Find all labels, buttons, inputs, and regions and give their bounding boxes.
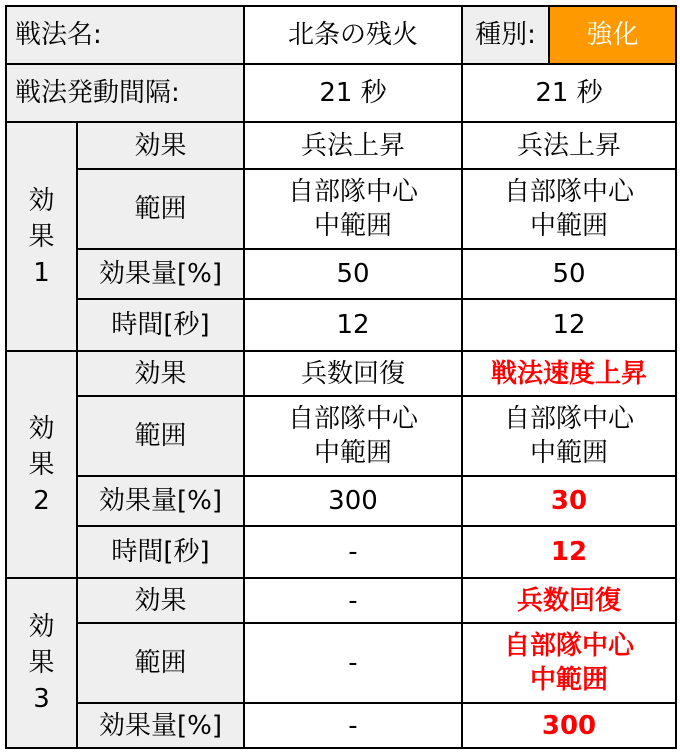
section-1-time-enhanced: 12 [462, 299, 676, 351]
effect-label: 効果 [77, 351, 244, 396]
header-row [6, 6, 676, 64]
section-2-time-base: - [244, 526, 462, 578]
skill-name-value: 北条の残火 [244, 6, 462, 64]
skill-name-label: 戦法名: [6, 6, 244, 64]
type-badge: 強化 [549, 6, 676, 64]
section-2-amount-row [6, 476, 676, 526]
amount-label: 効果量[%] [77, 249, 244, 299]
section-3-amount-row [6, 703, 676, 748]
time-label: 時間[秒] [77, 526, 244, 578]
range-label: 範囲 [77, 169, 244, 249]
amount-label: 効果量[%] [77, 703, 244, 748]
skill-table [5, 5, 677, 749]
section-3-range-base: - [244, 623, 462, 703]
section-3-effect-row [6, 578, 676, 623]
section-1-effect-base: 兵法上昇 [244, 122, 462, 169]
time-label: 時間[秒] [77, 299, 244, 351]
section-2-range-enhanced: 自部隊中心 中範囲 [462, 396, 676, 476]
section-1-amount-enhanced: 50 [462, 249, 676, 299]
section-2-amount-enhanced: 30 [462, 476, 676, 526]
section-1-effect-row [6, 122, 676, 169]
section-3-amount-base: - [244, 703, 462, 748]
effect-label: 効果 [77, 122, 244, 169]
section-2-label: 効 果 2 [6, 351, 77, 578]
section-2-time-enhanced: 12 [462, 526, 676, 578]
section-1-amount-base: 50 [244, 249, 462, 299]
section-1-range-base: 自部隊中心 中範囲 [244, 169, 462, 249]
section-2-effect-base: 兵数回復 [244, 351, 462, 396]
section-3-label: 効 果 3 [6, 578, 77, 748]
section-3-range-row [6, 623, 676, 703]
section-2-effect-enhanced: 戦法速度上昇 [462, 351, 676, 396]
section-1-range-row [6, 169, 676, 249]
interval-row [6, 64, 676, 122]
section-1-label: 効 果 1 [6, 122, 77, 351]
section-1-time-row [6, 299, 676, 351]
section-2-effect-row [6, 351, 676, 396]
interval-enhanced: 21 秒 [462, 64, 676, 122]
section-3-range-enhanced: 自部隊中心 中範囲 [462, 623, 676, 703]
section-3-effect-enhanced: 兵数回復 [462, 578, 676, 623]
section-1-range-enhanced: 自部隊中心 中範囲 [462, 169, 676, 249]
section-2-amount-base: 300 [244, 476, 462, 526]
amount-label: 効果量[%] [77, 476, 244, 526]
section-1-amount-row [6, 249, 676, 299]
section-3-amount-enhanced: 300 [462, 703, 676, 748]
type-label: 種別: [462, 6, 549, 64]
section-2-range-base: 自部隊中心 中範囲 [244, 396, 462, 476]
interval-label: 戦法発動間隔: [6, 64, 244, 122]
effect-label: 効果 [77, 578, 244, 623]
interval-base: 21 秒 [244, 64, 462, 122]
section-3-effect-base: - [244, 578, 462, 623]
range-label: 範囲 [77, 623, 244, 703]
section-2-time-row [6, 526, 676, 578]
section-2-range-row [6, 396, 676, 476]
section-1-effect-enhanced: 兵法上昇 [462, 122, 676, 169]
range-label: 範囲 [77, 396, 244, 476]
section-1-time-base: 12 [244, 299, 462, 351]
